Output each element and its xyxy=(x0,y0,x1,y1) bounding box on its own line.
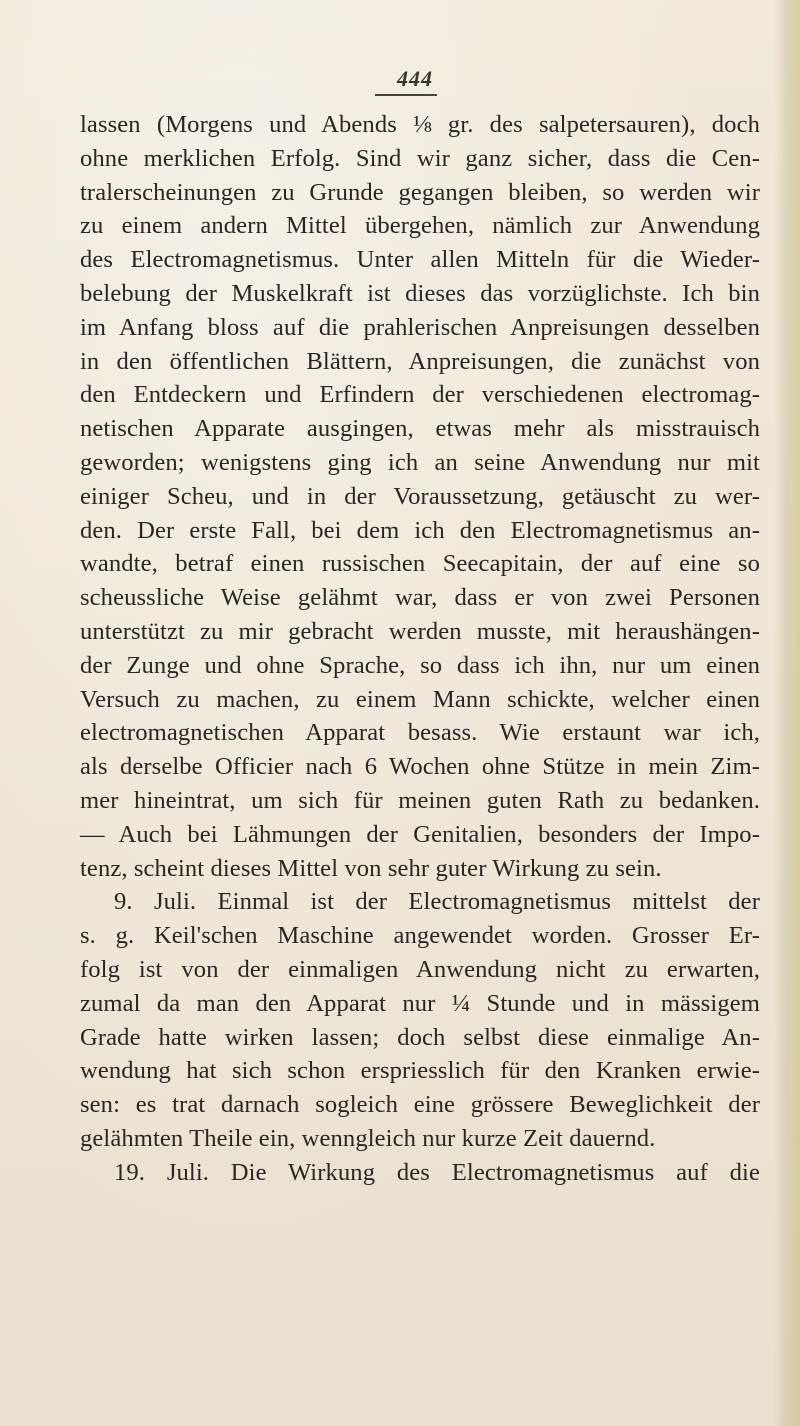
text-line: electromagnetischen Apparat besass. Wie erstaunt war ich, xyxy=(80,719,760,747)
page-edge-stain xyxy=(774,0,800,1426)
text-line: Versuch zu machen, zu einem Mann schickte, welcher einen xyxy=(80,685,760,713)
text-line: tralerscheinungen zu Grunde gegangen bleiben, so werden wir xyxy=(80,178,760,206)
text-line: geworden; wenigstens ging ich an seine Anwendung nur mit xyxy=(80,448,760,476)
text-line: der Zunge und ohne Sprache, so dass ich ihn, nur um einen xyxy=(80,651,760,679)
text-line: als derselbe Officier nach 6 Wochen ohne Stütze in mein Zim- xyxy=(80,753,760,781)
text-line: den. Der erste Fall, bei dem ich den Electromagnetismus an- xyxy=(80,516,760,544)
text-line: — Auch bei Lähmungen der Genitalien, besonders der Impo- xyxy=(80,820,760,848)
text-line: 19. Juli. Die Wirkung des Electromagnetismus auf die xyxy=(114,1158,760,1186)
text-line: gelähmten Theile ein, wenngleich nur kurze Zeit dauernd. xyxy=(80,1124,656,1152)
text-line: wendung hat sich schon erspriesslich für den Kranken erwie- xyxy=(80,1057,760,1085)
page-number: 444 xyxy=(397,66,433,91)
text-line: s. g. Keil'schen Maschine angewendet worden. Grosser Er- xyxy=(80,922,760,950)
text-line: netischen Apparate ausgingen, etwas mehr als misstrauisch xyxy=(80,415,760,443)
text-line: zu einem andern Mittel übergehen, nämlich zur Anwendung xyxy=(80,212,760,240)
text-line: 9. Juli. Einmal ist der Electromagnetismus mittelst der xyxy=(114,888,760,916)
text-line: belebung der Muskelkraft ist dieses das vorzüglichste. Ich bin xyxy=(80,279,760,307)
text-line: unterstützt zu mir gebracht werden musste, mit heraushängen- xyxy=(80,617,760,645)
text-line: lassen (Morgens und Abends ⅛ gr. des salpetersauren), doch xyxy=(80,111,760,138)
text-line: in den öffentlichen Blättern, Anpreisungen, die zunächst von xyxy=(80,347,760,375)
text-line: ohne merklichen Erfolg. Sind wir ganz sicher, dass die Cen- xyxy=(80,144,760,172)
text-line: wandte, betraf einen russischen Seecapitain, der auf eine so xyxy=(80,550,760,578)
text-line: folg ist von der einmaligen Anwendung nicht zu erwarten, xyxy=(80,955,760,983)
text-line: im Anfang bloss auf die prahlerischen Anpreisungen desselben xyxy=(80,313,760,341)
text-line: tenz, scheint dieses Mittel von sehr guter Wirkung zu sein. xyxy=(80,854,662,882)
text-line: einiger Scheu, und in der Voraussetzung, getäuscht zu wer- xyxy=(80,482,760,510)
text-line: des Electromagnetismus. Unter allen Mitteln für die Wieder- xyxy=(80,246,760,274)
text-line: den Entdeckern und Erfindern der verschiedenen electromag- xyxy=(80,381,760,409)
text-line: mer hineintrat, um sich für meinen guten Rath zu bedanken. xyxy=(80,786,760,814)
text-line: sen: es trat darnach sogleich eine grössere Beweglichkeit der xyxy=(80,1091,760,1119)
text-line: zumal da man den Apparat nur ¼ Stunde und in mässigem xyxy=(80,989,760,1017)
text-line: Grade hatte wirken lassen; doch selbst diese einmalige An- xyxy=(80,1023,760,1051)
text-line: scheussliche Weise gelähmt war, dass er von zwei Personen xyxy=(80,584,760,612)
body-text xyxy=(80,108,760,1190)
page-number-underline xyxy=(375,94,437,96)
